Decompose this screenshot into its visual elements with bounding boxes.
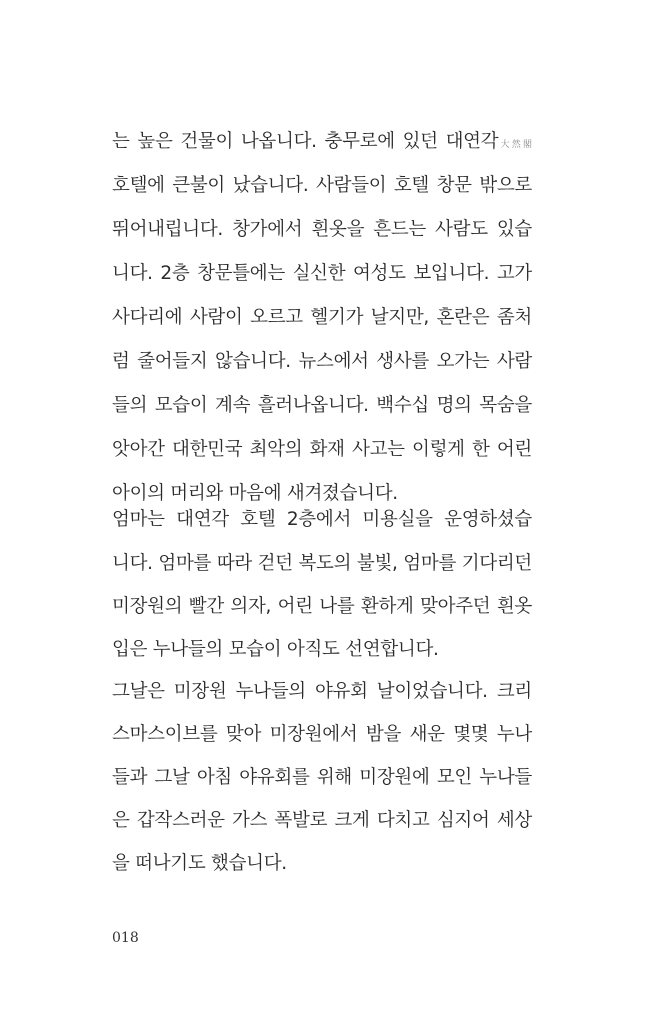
text-line: 미장원의 빨간 의자, 어린 나를 환하게 맞아주던 흰옷: [112, 596, 532, 617]
text-line: 들의 모습이 계속 흘러나옵니다. 백수십 명의 목숨을: [112, 395, 532, 416]
text-line-content: 는 높은 건물이 나옵니다. 충무로에 있던 대연각: [112, 131, 499, 152]
text-line: [112, 130, 532, 157]
text-line: 을 떠나기도 했습니다.: [112, 853, 287, 874]
text-line: 사다리에 사람이 오르고 헬기가 날지만, 혼란은 좀처: [112, 307, 532, 328]
text-line: 아이의 머리와 마음에 새겨졌습니다.: [112, 483, 398, 504]
text-line: 호텔에 큰불이 났습니다. 사람들이 호텔 창문 밖으로: [112, 175, 532, 196]
text-line: 그날은 미장원 누나들의 야유회 날이었습니다. 크리: [112, 681, 532, 702]
text-line: 입은 누나들의 모습이 아직도 선연합니다.: [112, 639, 439, 660]
hanja-annotation: 大然閣: [498, 140, 532, 150]
text-line: 니다. 2층 창문틀에는 실신한 여성도 보입니다. 고가: [112, 263, 532, 284]
text-line: 뛰어내립니다. 창가에서 흰옷을 흔드는 사람도 있습: [112, 219, 532, 240]
text-line: 은 갑작스러운 가스 폭발로 크게 다치고 심지어 세상: [112, 810, 532, 831]
text-line: 들과 그날 아침 야유회를 위해 미장원에 모인 누나들: [112, 767, 532, 788]
text-line: 엄마는 대연각 호텔 2층에서 미용실을 운영하셨습: [112, 509, 532, 530]
text-line: 스마스이브를 맞아 미장원에서 밤을 새운 몇몇 누나: [112, 724, 532, 745]
text-line: 앗아간 대한민국 최악의 화재 사고는 이렇게 한 어린: [112, 439, 532, 460]
text-line: 럼 줄어들지 않습니다. 뉴스에서 생사를 오가는 사람: [112, 351, 532, 372]
text-line: 니다. 엄마를 따라 걷던 복도의 불빛, 엄마를 기다리던: [112, 553, 532, 574]
page-number: 018: [112, 930, 139, 946]
